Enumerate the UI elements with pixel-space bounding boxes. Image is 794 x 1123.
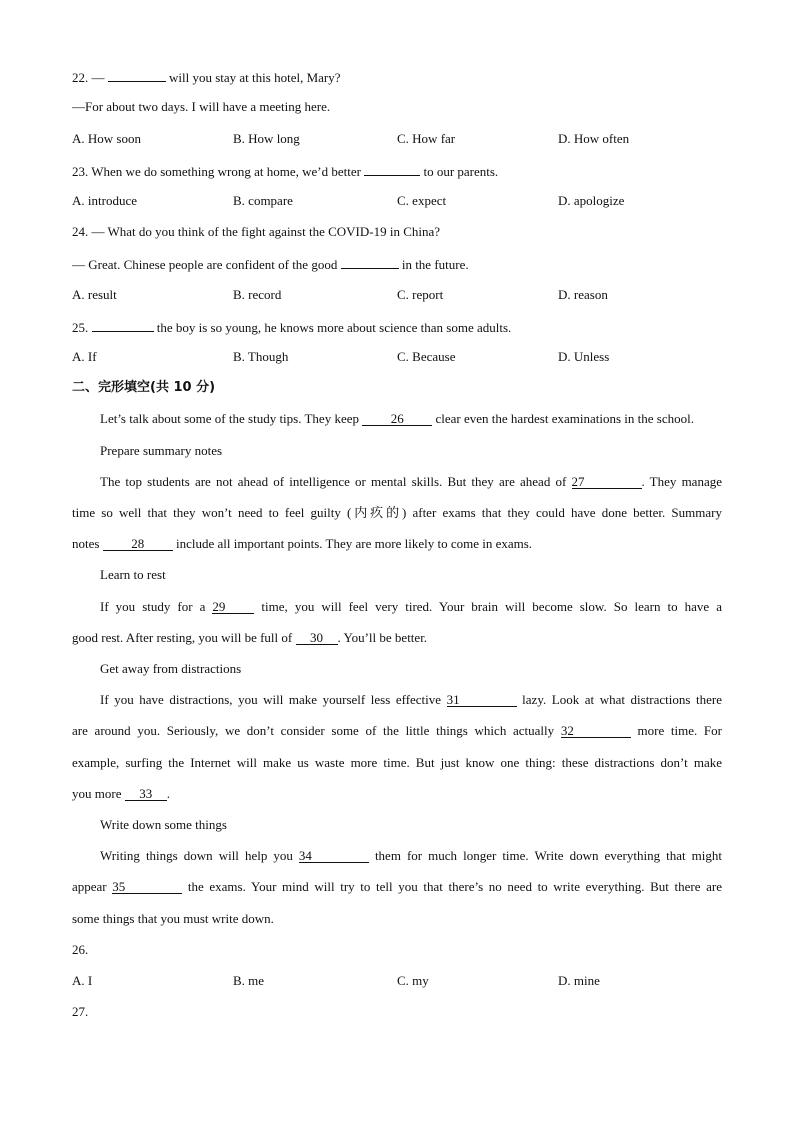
blank-28[interactable]: 28 xyxy=(103,537,173,551)
q27-label: 27. xyxy=(72,1004,89,1019)
passage-line: example, surfing the Internet will make us waste more time. But just know one thing: these distractions don’t make xyxy=(72,755,722,770)
option-d[interactable]: D. mine xyxy=(558,973,600,988)
blank-35[interactable]: 35 xyxy=(112,880,182,894)
passage-line: If you have distractions, you will make yourself less effective 31 lazy. Look at what distractions there xyxy=(100,692,722,707)
q23-stem: 23. When we do something wrong at home, we’d better to our parents. xyxy=(72,164,499,179)
blank-27[interactable]: 27 xyxy=(572,475,642,489)
passage-line: Let’s talk about some of the study tips. They keep 26 clear even the hardest examinations in the school. xyxy=(100,411,694,426)
option-a[interactable]: A. result xyxy=(72,287,117,302)
passage-line: Writing things down will help you 34 them for much longer time. Write down everything that might xyxy=(100,848,722,863)
q24-options xyxy=(72,287,722,303)
subheading: Get away from distractions xyxy=(100,661,242,676)
option-d[interactable]: D. apologize xyxy=(558,193,625,208)
answer-blank[interactable] xyxy=(108,68,166,82)
q23-options xyxy=(72,193,722,209)
option-b[interactable]: B. record xyxy=(233,287,282,302)
option-d[interactable]: D. Unless xyxy=(558,349,610,364)
q24-stem: 24. — What do you think of the fight against the COVID-19 in China? xyxy=(72,224,441,239)
blank-26[interactable]: 26 xyxy=(362,412,432,426)
blank-29[interactable]: 29 xyxy=(212,600,254,614)
q25-options xyxy=(72,349,722,365)
option-c[interactable]: C. How far xyxy=(397,131,456,146)
answer-blank[interactable] xyxy=(364,162,420,176)
blank-32[interactable]: 32 xyxy=(561,724,631,738)
option-b[interactable]: B. How long xyxy=(233,131,300,146)
passage-line: If you study for a 29 time, you will feel very tired. Your brain will become slow. So learn to have a xyxy=(100,599,722,614)
option-a[interactable]: A. I xyxy=(72,973,93,988)
option-c[interactable]: C. my xyxy=(397,973,429,988)
passage-line: are around you. Seriously, we don’t consider some of the little things which actually 32 more time. For xyxy=(72,723,722,738)
q26-options xyxy=(72,973,722,989)
section-heading: 二、完形填空(共 10 分) xyxy=(72,380,216,395)
passage-line: some things that you must write down. xyxy=(72,911,274,926)
passage-line: time so well that they won’t need to feel guilty (内疚的) after exams that they could have done better. Summary xyxy=(72,505,722,520)
subheading: Prepare summary notes xyxy=(100,443,223,458)
passage-line: good rest. After resting, you will be full of 30 . You’ll be better. xyxy=(72,630,428,645)
option-d[interactable]: D. How often xyxy=(558,131,630,146)
option-c[interactable]: C. report xyxy=(397,287,444,302)
option-c[interactable]: C. expect xyxy=(397,193,447,208)
passage-line: The top students are not ahead of intelligence or mental skills. But they are ahead of 27 . They manage xyxy=(100,474,722,489)
answer-blank[interactable] xyxy=(341,255,399,269)
passage-line: you more 33 . xyxy=(72,786,170,801)
option-b[interactable]: B. me xyxy=(233,973,265,988)
option-a[interactable]: A. If xyxy=(72,349,97,364)
option-b[interactable]: B. compare xyxy=(233,193,293,208)
passage-line: appear 35 the exams. Your mind will try to tell you that there’s no need to write everything. But there are xyxy=(72,879,722,894)
q22-options xyxy=(72,131,722,147)
q22-answer-line: —For about two days. I will have a meeting here. xyxy=(72,99,331,114)
q26-label: 26. xyxy=(72,942,89,957)
option-b[interactable]: B. Though xyxy=(233,349,289,364)
blank-34[interactable]: 34 xyxy=(299,849,369,863)
q25-stem: 25. the boy is so young, he knows more about science than some adults. xyxy=(72,320,512,335)
subheading: Learn to rest xyxy=(100,567,166,582)
answer-blank[interactable] xyxy=(92,318,154,332)
option-c[interactable]: C. Because xyxy=(397,349,456,364)
subheading: Write down some things xyxy=(100,817,227,832)
option-a[interactable]: A. introduce xyxy=(72,193,137,208)
q22-stem: 22. — will you stay at this hotel, Mary? xyxy=(72,70,341,85)
option-d[interactable]: D. reason xyxy=(558,287,608,302)
q24-answer-line: — Great. Chinese people are confident of the good in the future. xyxy=(72,257,469,272)
option-a[interactable]: A. How soon xyxy=(72,131,141,146)
blank-31[interactable]: 31 xyxy=(447,693,517,707)
passage-line: notes 28 include all important points. They are more likely to come in exams. xyxy=(72,536,533,551)
blank-33[interactable]: 33 xyxy=(125,787,167,801)
blank-30[interactable]: 30 xyxy=(296,631,338,645)
